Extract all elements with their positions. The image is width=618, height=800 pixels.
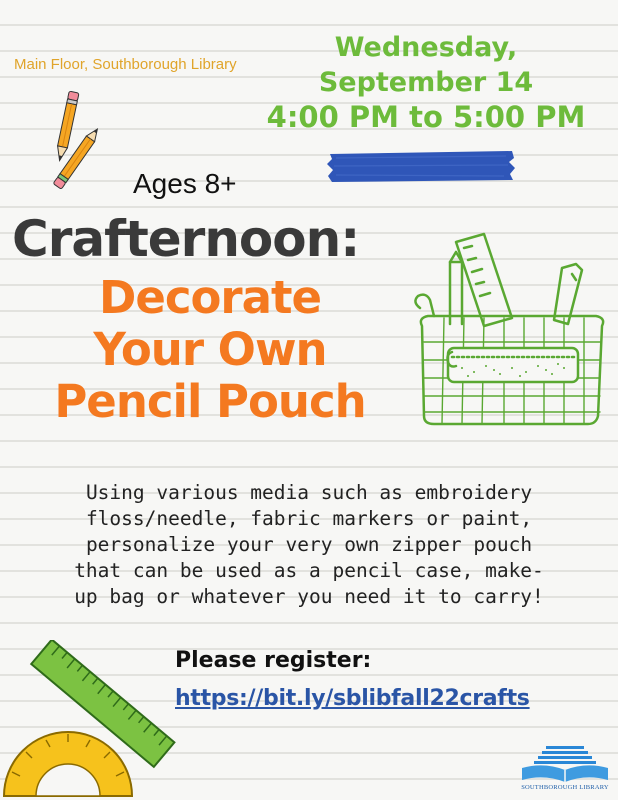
pencil-pouch-icon (412, 228, 608, 428)
description-line: that can be used as a pencil case, make- (74, 559, 544, 582)
description-line: floss/needle, fabric markers or paint, (85, 507, 533, 530)
subtitle-line: Pencil Pouch (54, 375, 366, 428)
pencils-icon (40, 86, 110, 206)
age-requirement: Ages 8+ (133, 168, 237, 199)
event-description (20, 480, 598, 610)
register-link[interactable]: https://bit.ly/sblibfall22crafts (175, 686, 530, 711)
subtitle-line: Your Own (93, 323, 327, 376)
event-title: Crafternoon: (12, 210, 360, 268)
register-label: Please register: (175, 648, 372, 673)
subtitle-line: Decorate (98, 271, 322, 324)
library-logo-text: SOUTHBOROUGH LIBRARY (521, 784, 609, 791)
event-time: 4:00 PM to 5:00 PM (266, 100, 586, 134)
description-line: up bag or whatever you need it to carry! (74, 585, 544, 608)
description-line: personalize your very own zipper pouch (85, 533, 533, 556)
library-logo (516, 744, 614, 798)
blue-brush-stroke (326, 148, 516, 184)
description-line: Using various media such as embroidery (85, 481, 533, 504)
event-location: Main Floor, Southborough Library (14, 56, 237, 73)
protractor-icon (0, 712, 140, 800)
event-subtitle (0, 272, 420, 428)
date-line-1: Wednesday, (334, 32, 518, 63)
library-book-logo-icon (516, 744, 614, 784)
event-datetime (236, 30, 616, 135)
date-line-2: September 14 (318, 67, 534, 98)
